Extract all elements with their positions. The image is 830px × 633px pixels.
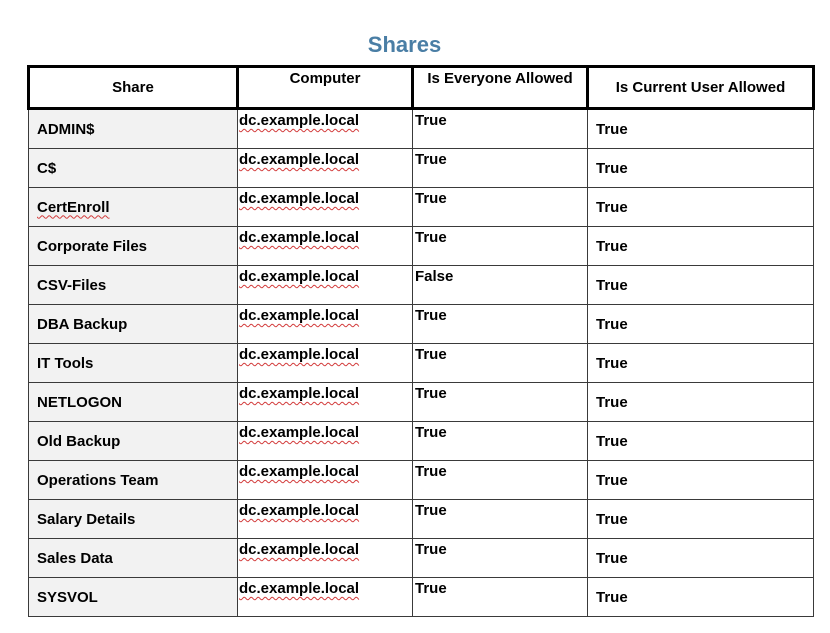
computer-name: dc.example.local	[239, 385, 360, 402]
share-name: Sales Data	[37, 549, 113, 567]
computer-cell	[238, 383, 413, 422]
everyone-allowed-cell: True	[413, 539, 588, 578]
table-row	[29, 383, 814, 422]
header-is-current-user-allowed: Is Current User Allowed	[588, 67, 814, 109]
share-name: Salary Details	[37, 510, 136, 528]
computer-cell	[238, 461, 413, 500]
everyone-allowed-cell: False	[413, 266, 588, 305]
share-name-cell	[29, 578, 238, 617]
everyone-allowed-cell: True	[413, 500, 588, 539]
share-name-cell	[29, 109, 238, 149]
share-name-cell	[29, 383, 238, 422]
everyone-allowed-cell: True	[413, 227, 588, 266]
header-share: Share	[29, 67, 238, 109]
table-row	[29, 539, 814, 578]
current-user-allowed-cell: True	[588, 109, 814, 149]
current-user-allowed-cell: True	[588, 227, 814, 266]
table-row	[29, 109, 814, 149]
share-name-cell	[29, 461, 238, 500]
table-row	[29, 266, 814, 305]
share-name: ADMIN$	[37, 120, 95, 138]
computer-cell	[238, 344, 413, 383]
computer-cell	[238, 578, 413, 617]
current-user-allowed-cell: True	[588, 578, 814, 617]
table-row	[29, 149, 814, 188]
computer-name: dc.example.local	[239, 541, 360, 558]
table-row	[29, 344, 814, 383]
everyone-allowed-cell: True	[413, 461, 588, 500]
computer-cell	[238, 305, 413, 344]
share-name-cell	[29, 500, 238, 539]
computer-cell	[238, 227, 413, 266]
share-name-cell	[29, 149, 238, 188]
current-user-allowed-cell: True	[588, 422, 814, 461]
table-row	[29, 500, 814, 539]
table-body	[29, 109, 814, 617]
current-user-allowed-cell: True	[588, 461, 814, 500]
computer-name: dc.example.local	[239, 307, 360, 324]
computer-cell	[238, 109, 413, 149]
table-row	[29, 422, 814, 461]
everyone-allowed-cell: True	[413, 149, 588, 188]
share-name: Old Backup	[37, 432, 121, 450]
everyone-allowed-cell: True	[413, 422, 588, 461]
current-user-allowed-cell: True	[588, 500, 814, 539]
share-name: CSV-Files	[37, 276, 107, 294]
share-name: C$	[37, 159, 57, 177]
share-name: CertEnroll	[37, 198, 110, 216]
computer-name: dc.example.local	[239, 424, 360, 441]
computer-name: dc.example.local	[239, 346, 360, 363]
computer-name: dc.example.local	[239, 463, 360, 480]
current-user-allowed-cell: True	[588, 149, 814, 188]
current-user-allowed-cell: True	[588, 539, 814, 578]
computer-cell	[238, 539, 413, 578]
computer-name: dc.example.local	[239, 229, 360, 246]
table-header-row	[29, 67, 814, 109]
everyone-allowed-cell: True	[413, 578, 588, 617]
table-row	[29, 461, 814, 500]
share-name: Corporate Files	[37, 237, 148, 255]
current-user-allowed-cell: True	[588, 344, 814, 383]
computer-cell	[238, 500, 413, 539]
computer-name: dc.example.local	[239, 190, 360, 207]
current-user-allowed-cell: True	[588, 188, 814, 227]
share-name-cell	[29, 422, 238, 461]
header-is-everyone-allowed: Is Everyone Allowed	[413, 67, 588, 109]
computer-cell	[238, 266, 413, 305]
computer-cell	[238, 422, 413, 461]
header-computer: Computer	[238, 67, 413, 109]
computer-name: dc.example.local	[239, 151, 360, 168]
everyone-allowed-cell: True	[413, 305, 588, 344]
computer-name: dc.example.local	[239, 112, 360, 129]
current-user-allowed-cell: True	[588, 266, 814, 305]
share-name: IT Tools	[37, 354, 94, 372]
share-name: NETLOGON	[37, 393, 122, 411]
computer-name: dc.example.local	[239, 268, 360, 285]
computer-name: dc.example.local	[239, 502, 360, 519]
share-name: SYSVOL	[37, 588, 98, 606]
current-user-allowed-cell: True	[588, 383, 814, 422]
everyone-allowed-cell: True	[413, 109, 588, 149]
page-title: Shares	[367, 32, 442, 57]
computer-cell	[238, 188, 413, 227]
share-name: Operations Team	[37, 471, 159, 489]
everyone-allowed-cell: True	[413, 188, 588, 227]
table-row	[29, 227, 814, 266]
share-name-cell	[29, 539, 238, 578]
table-row	[29, 578, 814, 617]
share-name-cell	[29, 344, 238, 383]
share-name-cell	[29, 188, 238, 227]
everyone-allowed-cell: True	[413, 344, 588, 383]
share-name-cell	[29, 305, 238, 344]
share-name-cell	[29, 266, 238, 305]
share-name: DBA Backup	[37, 315, 128, 333]
table-row	[29, 305, 814, 344]
share-name-cell	[29, 227, 238, 266]
computer-cell	[238, 149, 413, 188]
current-user-allowed-cell: True	[588, 305, 814, 344]
computer-name: dc.example.local	[239, 580, 360, 597]
table-row	[29, 188, 814, 227]
everyone-allowed-cell: True	[413, 383, 588, 422]
shares-table	[27, 65, 815, 617]
